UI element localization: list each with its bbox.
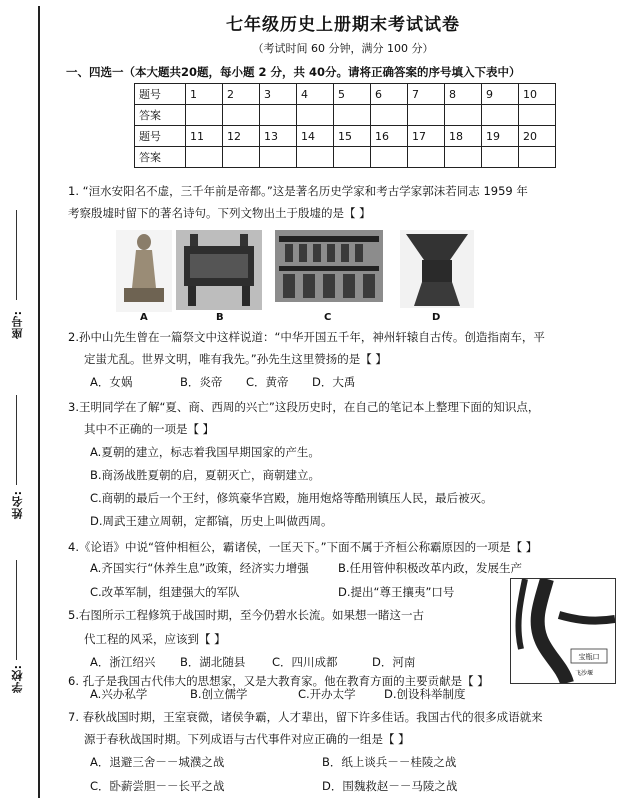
q5-option-a[interactable]: A．浙江绍兴 xyxy=(90,655,156,669)
table-cell: 13 xyxy=(260,126,297,147)
answer-cell[interactable] xyxy=(519,147,556,168)
question-7-line1: 7. 春秋战国时期，王室衰微，诸侯争霸，人才辈出，留下许多佳话。我国古代的很多成语就来 xyxy=(68,710,543,724)
map-label-feishayan: 飞沙堰 xyxy=(575,670,594,677)
answer-cell[interactable] xyxy=(334,105,371,126)
table-cell: 4 xyxy=(297,84,334,105)
seat-blank-line xyxy=(16,210,17,300)
answer-cell[interactable] xyxy=(223,147,260,168)
answer-cell[interactable] xyxy=(519,105,556,126)
question-1-line1: 1. “洹水安阳名不虚，三千年前是帝都。”这是著名历史学家和考古学家郭沫若同志 1959 年 xyxy=(68,184,528,198)
answer-cell[interactable] xyxy=(445,147,482,168)
q2-option-a[interactable]: A．女娲 xyxy=(90,375,133,389)
table-cell: 9 xyxy=(482,84,519,105)
map-label-baopingkou: 宝瓶口 xyxy=(578,653,600,661)
exam-subtitle: （考试时间 60 分钟，满分 100 分） xyxy=(252,42,434,55)
bronze-ding-image xyxy=(176,230,262,310)
q5-option-c[interactable]: C．四川成都 xyxy=(272,655,338,669)
answer-cell[interactable] xyxy=(371,147,408,168)
table-row xyxy=(135,84,556,105)
answer-cell[interactable] xyxy=(408,147,445,168)
name-label: 姓名: xyxy=(11,490,24,520)
figure-caption-d: D xyxy=(432,312,441,323)
table-cell: 20 xyxy=(519,126,556,147)
table-header-cell: 答案 xyxy=(135,147,186,168)
question-1-line2: 考察殷墟时留下的著名诗句。下列文物出土于殷墟的是【 】 xyxy=(68,206,371,220)
exam-paper xyxy=(60,0,626,812)
table-cell: 17 xyxy=(408,126,445,147)
question-7-line2: 源于春秋战国时期。下列成语与古代事件对应正确的一组是【 】 xyxy=(84,732,410,746)
q6-option-d[interactable]: D.创设科举制度 xyxy=(384,687,466,701)
q3-option-b[interactable]: B.商汤战胜夏朝的启，夏朝灭亡，商朝建立。 xyxy=(90,468,321,482)
table-header-cell: 题号 xyxy=(135,84,186,105)
q3-option-c[interactable]: C.商朝的最后一个王纣，修筑豪华宫殿，施用炮烙等酷刑镇压人民，最后被灭。 xyxy=(90,491,493,505)
q6-option-a[interactable]: A.兴办私学 xyxy=(90,687,148,701)
table-header-cell: 题号 xyxy=(135,126,186,147)
q3-option-a[interactable]: A.夏朝的建立，标志着我国早期国家的产生。 xyxy=(90,445,320,459)
table-header-cell: 答案 xyxy=(135,105,186,126)
table-cell: 1 xyxy=(186,84,223,105)
table-row xyxy=(135,126,556,147)
answer-cell[interactable] xyxy=(445,105,482,126)
answer-cell[interactable] xyxy=(408,105,445,126)
question-2-line2: 定蚩尤乱。世界文明，唯有我先。”孙先生这里赞扬的是【 】 xyxy=(84,352,387,366)
q2-option-c[interactable]: C．黄帝 xyxy=(246,375,289,389)
binding-margin xyxy=(0,0,44,812)
table-cell: 5 xyxy=(334,84,371,105)
question-5-line2: 代工程的风采，应该到【 】 xyxy=(84,632,226,646)
table-row xyxy=(135,147,556,168)
table-row xyxy=(135,105,556,126)
table-cell: 18 xyxy=(445,126,482,147)
answer-cell[interactable] xyxy=(297,147,334,168)
table-cell: 2 xyxy=(223,84,260,105)
bronze-bells-image xyxy=(275,230,383,302)
q6-option-b[interactable]: B.创立儒学 xyxy=(190,687,248,701)
table-cell: 16 xyxy=(371,126,408,147)
figure-caption-c: C xyxy=(324,312,332,323)
question-3-line1: 3.王明同学在了解“夏、商、西周的兴亡”这段历史时，在自己的笔记本上整理下面的知识点， xyxy=(68,400,540,414)
figure-caption-b: B xyxy=(216,312,224,323)
margin-rule xyxy=(38,6,40,798)
table-cell: 6 xyxy=(371,84,408,105)
answer-cell[interactable] xyxy=(371,105,408,126)
question-4-line1: 4.《论语》中说“管仲相桓公，霸诸侯，一匡天下。”下面不属于齐桓公称霸原因的一项是【 】 xyxy=(68,540,538,554)
table-cell: 14 xyxy=(297,126,334,147)
answer-cell[interactable] xyxy=(260,105,297,126)
answer-table xyxy=(134,83,556,168)
q7-option-a[interactable]: A．退避三舍－－城濮之战 xyxy=(90,755,225,769)
answer-cell[interactable] xyxy=(334,147,371,168)
stone-figure-image xyxy=(116,230,172,312)
q4-option-b[interactable]: B.任用管仲积极改革内政，发展生产 xyxy=(338,561,523,575)
name-blank-line xyxy=(16,395,17,485)
river-map-illustration xyxy=(511,579,615,683)
section-heading: 一、四选一（本大题共20题，每小题 2 分，共 40分。请将正确答案的序号填入下表中） xyxy=(66,65,521,79)
answer-cell[interactable] xyxy=(482,105,519,126)
figure-caption-a: A xyxy=(140,312,148,323)
table-cell: 15 xyxy=(334,126,371,147)
answer-cell[interactable] xyxy=(260,147,297,168)
answer-cell[interactable] xyxy=(186,105,223,126)
table-cell: 11 xyxy=(186,126,223,147)
table-cell: 7 xyxy=(408,84,445,105)
question-3-line2: 其中不正确的一项是【 】 xyxy=(84,422,215,436)
school-blank-line xyxy=(16,560,17,660)
q2-option-d[interactable]: D．大禹 xyxy=(312,375,356,389)
exam-title: 七年级历史上册期末考试试卷 xyxy=(226,15,460,35)
q3-option-d[interactable]: D.周武王建立周朝，定都镐，历史上叫做西周。 xyxy=(90,514,333,528)
q7-option-c[interactable]: C．卧薪尝胆－－长平之战 xyxy=(90,779,225,793)
question-2-line1: 2.孙中山先生曾在一篇祭文中这样说道：“中华开国五千年，神州轩辕自古传。创造指南车，平 xyxy=(68,330,545,344)
answer-cell[interactable] xyxy=(223,105,260,126)
dujiangyan-map xyxy=(510,578,616,684)
q5-option-d[interactable]: D．河南 xyxy=(372,655,416,669)
q7-option-d[interactable]: D．围魏救赵－－马陵之战 xyxy=(322,779,458,793)
table-cell: 8 xyxy=(445,84,482,105)
q6-option-c[interactable]: C.开办太学 xyxy=(298,687,356,701)
q4-option-d[interactable]: D.提出“尊王攘夷”口号 xyxy=(338,585,455,599)
answer-cell[interactable] xyxy=(186,147,223,168)
table-cell: 19 xyxy=(482,126,519,147)
question-6-line1: 6. 孔子是我国古代伟大的思想家，又是大教育家。他在教育方面的主要贡献是【 】 xyxy=(68,674,489,688)
q2-option-b[interactable]: B．炎帝 xyxy=(180,375,223,389)
bronze-zun-image xyxy=(400,230,474,308)
q4-option-c[interactable]: C.改革军制，组建强大的军队 xyxy=(90,585,240,599)
q4-option-a[interactable]: A.齐国实行“休养生息”政策，经济实力增强 xyxy=(90,561,309,575)
answer-cell[interactable] xyxy=(297,105,334,126)
question-5-line1: 5.右图所示工程修筑于战国时期，至今仍碧水长流。如果想一睹这一古 xyxy=(68,608,424,622)
answer-cell[interactable] xyxy=(482,147,519,168)
table-cell: 10 xyxy=(519,84,556,105)
seat-label: 座号: xyxy=(11,310,24,340)
q7-option-b[interactable]: B．纸上谈兵－－桂陵之战 xyxy=(322,755,457,769)
school-label: 学校: xyxy=(11,664,24,694)
q5-option-b[interactable]: B．湖北随县 xyxy=(180,655,246,669)
table-cell: 3 xyxy=(260,84,297,105)
table-cell: 12 xyxy=(223,126,260,147)
